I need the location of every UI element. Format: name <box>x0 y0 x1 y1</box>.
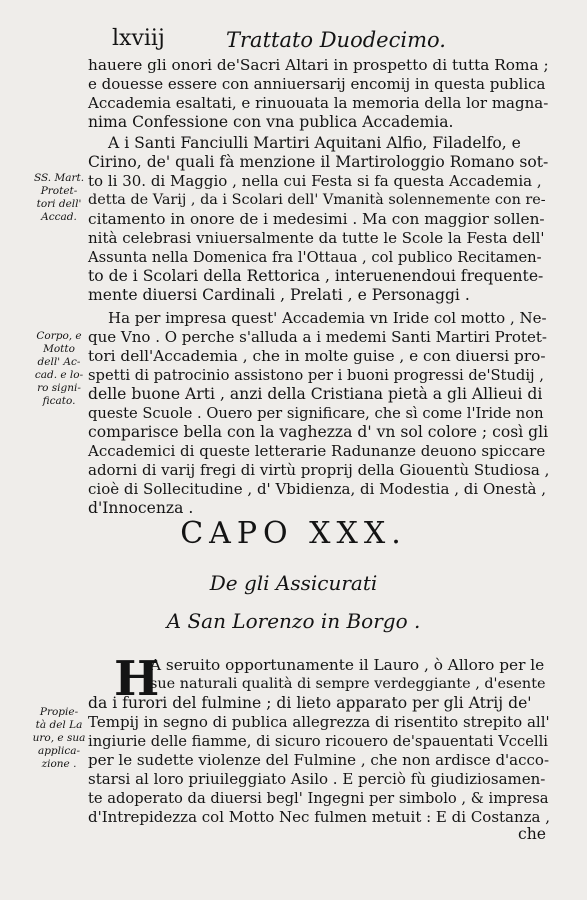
margin-note-line: applica- <box>37 745 81 757</box>
text-line: nima Confessione con vna publica Accademia. <box>88 113 454 131</box>
page-number: lxviij <box>112 26 165 51</box>
text-line: citamento in onore de i medesimi . Ma con maggior sollen- <box>88 210 545 228</box>
text-line: mente diuersi Cardinali , Prelati , e Personaggi . <box>88 286 470 304</box>
margin-note-line: dell' Ac- <box>37 356 81 368</box>
text-line: to li 30. di Maggio , nella cui Festa si fa questa Accademia , <box>88 172 542 190</box>
text-line: detta de Varij , da i Scolari dell' Vmanità solennemente con re- <box>88 192 546 208</box>
margin-note-line: zione . <box>41 758 77 770</box>
margin-note-line: tà del La <box>35 719 83 731</box>
margin-note-line: ro signi- <box>37 382 81 394</box>
text-line: Accademici di queste letterarie Radunanze deuono spiccare <box>88 442 546 460</box>
margin-note <box>28 706 90 771</box>
text-line: Ha per impresa quest' Accademia vn Iride col motto , Ne- <box>108 309 547 327</box>
margin-note-line: uro, e sua <box>32 732 86 744</box>
margin-note <box>28 330 90 408</box>
text-line: adorni di varij fregi di virtù proprij della Giouentù Studiosa , <box>88 461 550 479</box>
text-line: Assunta nella Domenica fra l'Ottaua , col publico Recitamen- <box>88 249 542 266</box>
catchword: che <box>518 825 547 843</box>
text-line: per le sudette violenze del Fulmine , che non ardisce d'acco- <box>88 751 550 769</box>
text-line: da i furori del fulmine ; di lieto apparato per gli Atrij de' <box>88 694 532 712</box>
margin-note <box>28 172 90 224</box>
text-line: d'Innocenza . <box>88 499 194 517</box>
text-line: starsi al loro priuileggiato Asilo . E perciò fù giudiziosamen- <box>88 770 546 788</box>
text-line: e douesse essere con anniuersarij encomij in questa publica <box>88 75 546 93</box>
text-line: A i Santi Fanciulli Martiri Aquitani Alfio, Filadelfo, e <box>108 134 521 152</box>
text-line: queste Scuole . Ouero per significare, che sì come l'Iride non <box>88 405 544 422</box>
margin-note-line: Corpo, e <box>36 330 82 342</box>
margin-note-line: cad. e lo- <box>34 369 84 381</box>
text-line: Accademia esaltati, e rinuouata la memoria della lor magna- <box>88 94 549 112</box>
running-title: Trattato Duodecimo. <box>226 28 446 52</box>
text-line: A seruito opportunamente il Lauro , ò Alloro per le <box>150 656 545 674</box>
text-line: cioè di Sollecitudine , d' Vbidienza, di Modestia , di Onestà , <box>88 480 547 498</box>
drop-cap: H <box>114 651 160 707</box>
margin-note-line: SS. Mart. <box>33 172 85 184</box>
text-line: to de i Scolari della Rettorica , interuenendoui frequente- <box>88 267 544 285</box>
chapter-subtitle: A San Lorenzo in Borgo . <box>166 609 421 633</box>
chapter-subtitle: De gli Assicurati <box>209 571 378 595</box>
margin-note-line: Propie- <box>39 706 79 718</box>
chapter-heading: CAPO XXX. <box>180 516 407 551</box>
page-header <box>98 26 558 56</box>
margin-note-line: Accad. <box>41 211 77 223</box>
margin-note-line: ficato. <box>42 395 76 407</box>
margin-note-line: tori dell' <box>36 198 82 210</box>
margin-note-line: Protet- <box>40 185 78 197</box>
text-line: ingiurie delle fiamme, di sicuro ricouero de'spauentati Vccelli <box>88 733 548 750</box>
text-line: tori dell'Accademia , che in molte guise , e con diuersi pro- <box>88 347 546 365</box>
text-line: delle buone Arti , anzi della Cristiana pietà a gli Allieui di <box>88 385 543 403</box>
text-line: hauere gli onori de'Sacri Altari in prospetto di tutta Roma ; <box>88 56 549 74</box>
text-line: comparisce bella con la vaghezza d' vn sol colore ; così gli <box>88 423 549 441</box>
margin-note-line: Motto <box>43 343 75 355</box>
text-line: Cirino, de' quali fà menzione il Martirologgio Romano sot- <box>88 153 549 171</box>
text-line: spetti di patrocinio assistono per i buoni progressi de'Studij , <box>88 367 544 384</box>
text-line: nità celebrasi vniuersalmente da tutte le Scole la Festa dell' <box>88 229 545 247</box>
text-line: sue naturali qualità di sempre verdeggiante , d'esente <box>150 676 546 692</box>
text-line: te adoperato da diuersi begl' Ingegni per simbolo , & impresa <box>88 790 549 807</box>
text-line: Tempij in segno di publica allegrezza di risentito strepito all' <box>88 713 550 731</box>
text-line: que Vno . O perche s'alluda a i medemi Santi Martiri Protet- <box>88 328 547 346</box>
text-line: d'Intrepidezza col Motto Nec fulmen metuit : E di Costanza , <box>88 808 551 826</box>
